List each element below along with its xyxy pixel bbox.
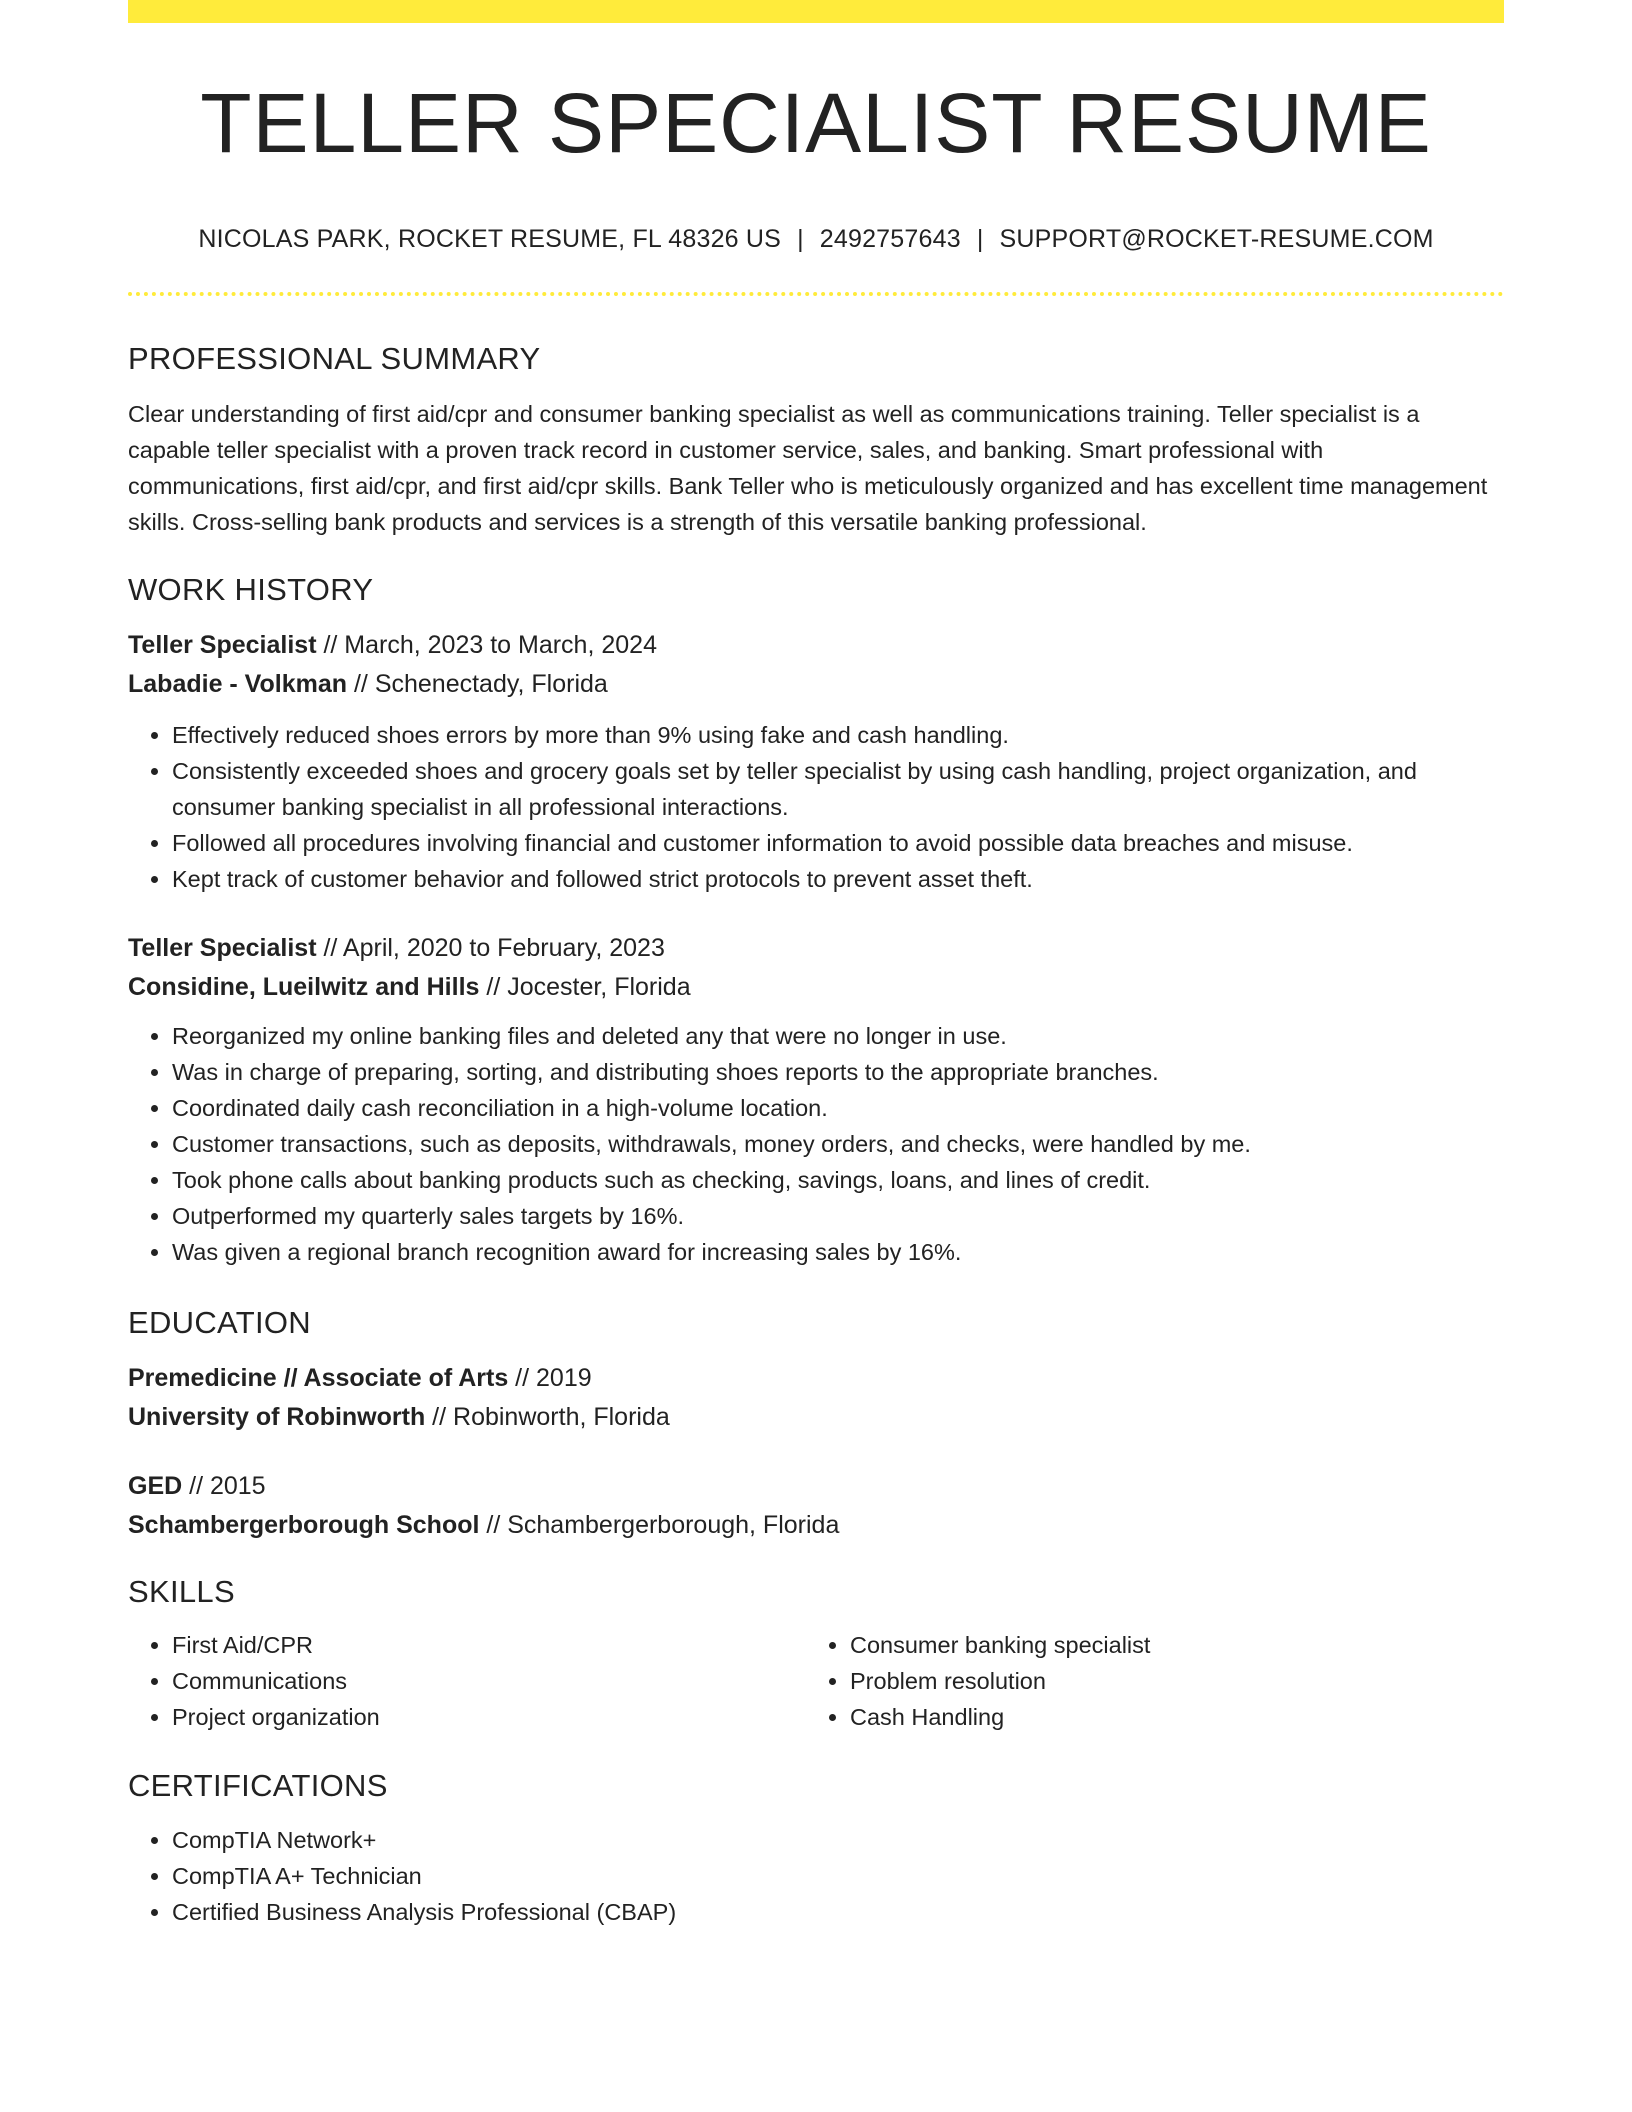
job-location: // Schenectady, Florida (347, 670, 608, 698)
job-dates: // March, 2023 to March, 2024 (316, 631, 657, 659)
education-school: University of Robinworth (128, 1403, 426, 1431)
contact-line (128, 227, 1504, 252)
work-history-heading: WORK HISTORY (128, 572, 374, 607)
education-heading: EDUCATION (128, 1305, 311, 1340)
job-entry (128, 929, 1504, 1270)
job-title: Teller Specialist (128, 934, 317, 962)
job-bullet: • Kept track of customer behavior and followed strict protocols to prevent asset theft. (172, 861, 1504, 897)
skill-item: • Cash Handling (850, 1699, 1484, 1735)
contact-phone: 2492757643 (819, 225, 961, 253)
skills-grid (128, 1627, 1504, 1735)
contact-address: NICOLAS PARK, ROCKET RESUME, FL 48326 US (198, 225, 782, 253)
job-bullet: • Took phone calls about banking products such as checking, savings, loans, and lines of credit. (172, 1162, 1504, 1198)
education-entry (128, 1359, 1504, 1437)
summary-text: Clear understanding of first aid/cpr and consumer banking specialist as well as communications training. Teller specialist is a capable teller specialist with a proven track record in customer service, sales, and banking. Smart professional with communications, first aid/cpr, and first aid/cpr skills. Bank Teller who is meticulously organized and has excellent time management skills. Cross-selling bank products and services is a strength of this versatile banking professional. (128, 401, 1488, 535)
job-bullet: • Reorganized my online banking files and deleted any that were no longer in use. (172, 1018, 1504, 1054)
skills-list-left (128, 1627, 806, 1735)
education-degree: GED (128, 1472, 183, 1500)
education-entry (128, 1467, 1504, 1545)
job-bullets (128, 717, 1504, 897)
resume-title: TELLER SPECIALIST RESUME (200, 76, 1432, 170)
education-location: // Robinworth, Florida (425, 1403, 670, 1431)
skill-item: • First Aid/CPR (172, 1627, 806, 1663)
job-dates: // April, 2020 to February, 2023 (316, 934, 665, 962)
job-bullet: • Was given a regional branch recognition award for increasing sales by 16%. (172, 1234, 1504, 1270)
education-year: // 2019 (508, 1364, 592, 1392)
job-title: Teller Specialist (128, 631, 317, 659)
job-title-line (128, 626, 1504, 665)
education-degree-line (128, 1359, 1504, 1398)
dotted-divider (128, 292, 1504, 296)
job-title-line (128, 929, 1504, 968)
education-school-line (128, 1398, 1504, 1437)
job-bullet: • Followed all procedures involving financial and customer information to avoid possible data breaches and misuse. (172, 825, 1504, 861)
certifications-list (128, 1822, 1504, 1930)
job-company-line (128, 968, 1504, 1007)
education-degree: Premedicine // Associate of Arts (128, 1364, 509, 1392)
skill-item: • Consumer banking specialist (850, 1627, 1484, 1663)
certifications-heading: CERTIFICATIONS (128, 1768, 388, 1803)
contact-email[interactable]: SUPPORT@ROCKET-RESUME.COM (999, 225, 1434, 253)
education-location: // Schambergerborough, Florida (479, 1511, 840, 1539)
skill-item: • Communications (172, 1663, 806, 1699)
certification-item: • CompTIA Network+ (172, 1822, 1504, 1858)
skills-list-right (806, 1627, 1484, 1735)
skills-heading: SKILLS (128, 1574, 235, 1609)
job-company-line (128, 665, 1504, 704)
job-location: // Jocester, Florida (479, 973, 691, 1001)
education-school-line (128, 1506, 1504, 1545)
job-company: Labadie - Volkman (128, 670, 348, 698)
job-bullet: • Was in charge of preparing, sorting, and distributing shoes reports to the appropriate branches. (172, 1054, 1504, 1090)
education-degree-line (128, 1467, 1504, 1506)
education-school: Schambergerborough School (128, 1511, 480, 1539)
accent-top-bar (128, 0, 1504, 23)
skill-item: • Project organization (172, 1699, 806, 1735)
education-year: // 2015 (182, 1472, 266, 1500)
job-bullet: • Consistently exceeded shoes and grocery goals set by teller specialist by using cash handling, project organization, and consumer banking specialist in all professional interactions. (172, 753, 1504, 825)
job-bullet: • Customer transactions, such as deposits, withdrawals, money orders, and checks, were handled by me. (172, 1126, 1504, 1162)
job-company: Considine, Lueilwitz and Hills (128, 973, 480, 1001)
resume-page (128, 0, 1504, 1930)
job-bullets (128, 1018, 1504, 1270)
job-bullet: • Coordinated daily cash reconciliation in a high-volume location. (172, 1090, 1504, 1126)
job-entry (128, 626, 1504, 897)
contact-separator: | (976, 225, 984, 253)
skill-item: • Problem resolution (850, 1663, 1484, 1699)
job-bullet: • Outperformed my quarterly sales targets by 16%. (172, 1198, 1504, 1234)
certification-item: • CompTIA A+ Technician (172, 1858, 1504, 1894)
certification-item: • Certified Business Analysis Professional (CBAP) (172, 1894, 1504, 1930)
contact-separator: | (797, 225, 804, 253)
summary-heading: PROFESSIONAL SUMMARY (128, 341, 541, 376)
job-bullet: • Effectively reduced shoes errors by more than 9% using fake and cash handling. (172, 717, 1504, 753)
